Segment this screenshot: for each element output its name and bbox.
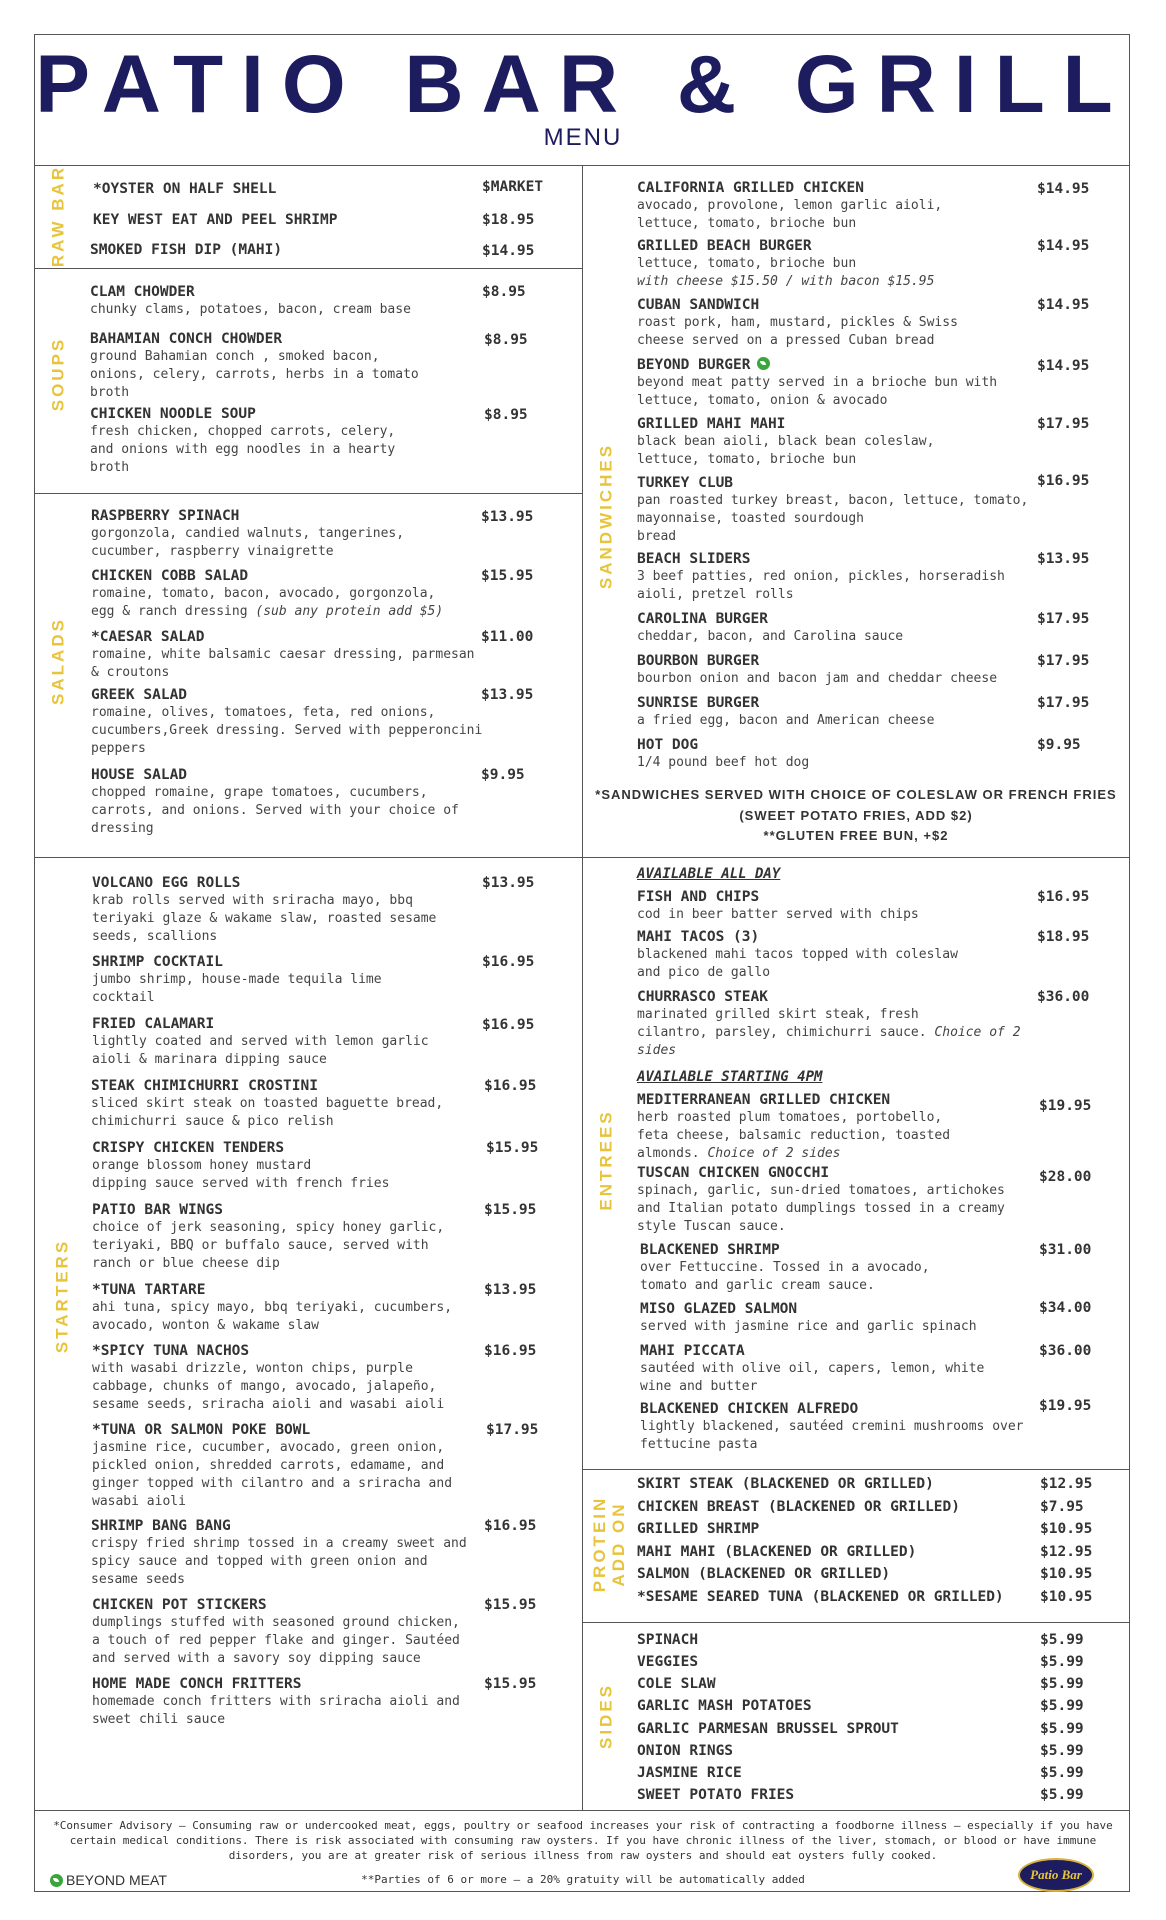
item-name: CALIFORNIA GRILLED CHICKEN — [637, 180, 864, 196]
item-name: GRILLED MAHI MAHI — [637, 416, 786, 432]
beyond-meat-logo-text: BEYOND MEAT — [66, 1872, 167, 1888]
menu-item — [637, 1091, 950, 1163]
page-subtitle: MENU — [543, 124, 623, 151]
menu-item — [637, 1631, 698, 1649]
menu-item — [92, 1596, 460, 1668]
item-name: KEY WEST EAT AND PEEL SHRIMP — [93, 212, 338, 228]
item-price: $28.00 — [1039, 1169, 1092, 1185]
item-name: SKIRT STEAK (BLACKENED OR GRILLED) — [637, 1476, 934, 1492]
item-desc: beyond meat patty served in a brioche bun with lettuce, tomato, onion & avocado — [637, 375, 998, 408]
item-name: GARLIC PARMESAN BRUSSEL SPROUT — [637, 1721, 899, 1737]
menu-item — [90, 330, 419, 402]
item-desc: romaine, olives, tomatoes, feta, red onions, cucumbers,Greek dressing. Served with pepperoncini peppers — [91, 705, 483, 756]
item-name: CAROLINA BURGER — [637, 611, 768, 627]
item-name: *SESAME SEARED TUNA (BLACKENED OR GRILLED) — [637, 1589, 1004, 1605]
section-label-soups: SOUPS — [48, 336, 68, 412]
item-name: SWEET POTATO FRIES — [637, 1787, 795, 1803]
item-name: TUSCAN CHICKEN GNOCCHI — [637, 1165, 830, 1181]
item-name: TURKEY CLUB — [637, 475, 734, 491]
item-desc: sliced skirt steak on toasted baguette bread, chimichurri sauce & pico relish — [91, 1096, 444, 1129]
item-price: $15.95 — [484, 1202, 537, 1218]
item-price: $31.00 — [1039, 1242, 1092, 1258]
item-desc: sautéed with olive oil, capers, lemon, white wine and butter — [640, 1361, 985, 1394]
menu-item — [637, 1164, 1005, 1236]
item-price: $36.00 — [1039, 1343, 1092, 1359]
item-price: $17.95 — [486, 1422, 539, 1438]
item-name: CHICKEN COBB SALAD — [91, 568, 249, 584]
item-name: GARLIC MASH POTATOES — [637, 1698, 812, 1714]
item-desc: 1/4 pound beef hot dog — [637, 755, 810, 770]
item-name: COLE SLAW — [637, 1676, 716, 1692]
item-price: $16.95 — [484, 1343, 537, 1359]
menu-item — [90, 405, 395, 477]
item-price: $7.95 — [1040, 1499, 1084, 1515]
item-price: $14.95 — [1037, 297, 1090, 313]
menu-item — [92, 1139, 389, 1193]
menu-item — [637, 1764, 742, 1782]
item-price: $16.95 — [1037, 889, 1090, 905]
menu-item — [640, 1400, 1024, 1454]
menu-item — [92, 1342, 444, 1414]
item-price: $13.95 — [481, 687, 534, 703]
menu-item — [637, 1720, 899, 1738]
menu-item — [637, 415, 934, 469]
item-price: $5.99 — [1040, 1654, 1084, 1670]
menu-item — [93, 180, 276, 198]
item-price: $15.95 — [486, 1140, 539, 1156]
item-name: VEGGIES — [637, 1654, 699, 1670]
item-note: (sub any protein add $5) — [255, 604, 444, 619]
section-label-entrees: ENTREES — [596, 1109, 616, 1211]
item-price: $16.95 — [482, 954, 535, 970]
menu-item — [637, 237, 934, 291]
item-price: $10.95 — [1040, 1521, 1093, 1537]
section-label-salads: SALADS — [48, 617, 68, 705]
item-price: $5.99 — [1040, 1721, 1084, 1737]
beyond-meat-icon — [757, 357, 770, 370]
item-price: $18.95 — [482, 212, 535, 228]
item-desc: crispy fried shrimp tossed in a creamy sweet and spicy sauce and topped with green onion and sesame seeds — [91, 1536, 467, 1587]
item-name: BLACKENED SHRIMP — [640, 1242, 780, 1258]
menu-item — [91, 628, 475, 682]
item-note: Choice of 2 sides — [637, 1025, 1021, 1058]
item-price: $8.95 — [482, 284, 526, 300]
item-price: $8.95 — [484, 407, 528, 423]
item-desc: 3 beef patties, red onion, pickles, horseradish aioli, pretzel rolls — [637, 569, 1005, 602]
patio-bar-logo-text: Patio Bar — [1030, 1867, 1082, 1882]
item-price: $13.95 — [481, 509, 534, 525]
item-name: SUNRISE BURGER — [637, 695, 760, 711]
item-name: HOUSE SALAD — [91, 767, 188, 783]
item-price: $5.99 — [1040, 1632, 1084, 1648]
item-price: $12.95 — [1040, 1476, 1093, 1492]
item-price: $5.99 — [1040, 1743, 1084, 1759]
menu-item — [92, 953, 382, 1007]
item-desc: bourbon onion and bacon jam and cheddar cheese — [637, 671, 998, 686]
item-name: SHRIMP BANG BANG — [91, 1518, 231, 1534]
item-name — [637, 356, 997, 374]
divider-footer — [34, 1810, 1130, 1811]
item-price: $16.95 — [484, 1518, 537, 1534]
menu-item — [637, 1543, 916, 1561]
divider-raw-soups — [34, 268, 582, 269]
item-name: FRIED CALAMARI — [92, 1016, 215, 1032]
menu-item — [92, 1421, 452, 1511]
item-name: JASMINE RICE — [637, 1765, 742, 1781]
menu-item — [637, 1498, 960, 1516]
item-desc: ahi tuna, spicy mayo, bbq teriyaki, cucumbers, avocado, wonton & wakame slaw — [92, 1300, 453, 1333]
menu-item — [637, 1697, 812, 1715]
item-note: Choice of 2 sides — [707, 1146, 841, 1161]
item-name: FISH AND CHIPS — [637, 889, 760, 905]
item-price: $15.95 — [484, 1597, 537, 1613]
item-name: ONION RINGS — [637, 1743, 734, 1759]
item-name: SALMON (BLACKENED OR GRILLED) — [637, 1566, 891, 1582]
item-desc — [637, 255, 934, 291]
patio-bar-logo — [1018, 1858, 1094, 1892]
item-price: $9.95 — [481, 767, 525, 783]
menu-item — [637, 550, 1005, 604]
item-desc: lightly blackened, sautéed cremini mushrooms over fettucine pasta — [640, 1419, 1024, 1452]
item-price: $14.95 — [482, 243, 535, 259]
item-price: $16.95 — [1037, 473, 1090, 489]
item-price: $5.99 — [1040, 1787, 1084, 1803]
sandwich-note-sweet-potato: (SWEET POTATO FRIES, ADD $2) — [739, 808, 973, 823]
menu-item — [637, 610, 903, 646]
item-desc: romaine, white balsamic caesar dressing, parmesan & croutons — [91, 647, 475, 680]
item-price: $5.99 — [1040, 1765, 1084, 1781]
menu-item — [637, 928, 958, 982]
menu-item — [637, 296, 958, 350]
divider-protein-sides — [582, 1622, 1130, 1623]
entrees-4pm-heading: AVAILABLE STARTING 4PM — [637, 1069, 823, 1085]
item-desc: served with jasmine rice and garlic spinach — [640, 1319, 977, 1334]
item-desc: with wasabi drizzle, wonton chips, purple cabbage, chunks of mango, avocado, jalapeño, sesame seeds, sriracha aioli and wasabi aioli — [92, 1361, 445, 1412]
item-name: BOURBON BURGER — [637, 653, 760, 669]
item-desc: choice of jerk seasoning, spicy honey garlic, teriyaki, BBQ or buffalo sauce, served with ranch or blue cheese dip — [92, 1220, 445, 1271]
item-desc: chopped romaine, grape tomatoes, cucumbers, carrots, and onions. Served with your choice of dressing — [91, 785, 459, 836]
item-price: $13.95 — [484, 1282, 537, 1298]
item-price: $8.95 — [484, 332, 528, 348]
item-desc-text: lettuce, tomato, brioche bun — [637, 256, 857, 271]
menu-item — [637, 1475, 934, 1493]
item-desc: jasmine rice, cucumber, avocado, green onion, pickled onion, shredded carrots, edamame, and ginger topped with cilantro and a sriracha and wasabi aioli — [92, 1440, 453, 1509]
item-name: BEACH SLIDERS — [637, 551, 751, 567]
menu-item — [637, 179, 942, 233]
item-name: *TUNA OR SALMON POKE BOWL — [92, 1422, 311, 1438]
item-price: $5.99 — [1040, 1676, 1084, 1692]
menu-item — [90, 283, 411, 319]
section-label-sides: SIDES — [596, 1682, 616, 1750]
item-price: $17.95 — [1037, 416, 1090, 432]
menu-item — [637, 1565, 890, 1583]
item-name: GREEK SALAD — [91, 687, 188, 703]
item-name: CRISPY CHICKEN TENDERS — [92, 1140, 285, 1156]
item-price: $9.95 — [1037, 737, 1081, 753]
item-price: $17.95 — [1037, 611, 1090, 627]
item-name: *TUNA TARTARE — [92, 1282, 206, 1298]
sandwich-note-gluten-free: **GLUTEN FREE BUN, +$2 — [763, 828, 949, 843]
divider-entrees-protein — [582, 1469, 1130, 1470]
item-price: $14.95 — [1037, 358, 1090, 374]
menu-item — [637, 694, 934, 730]
menu-item — [637, 1675, 716, 1693]
menu-item — [91, 567, 443, 621]
menu-item — [637, 988, 1021, 1060]
item-price: $34.00 — [1039, 1300, 1092, 1316]
item-name: CHICKEN POT STICKERS — [92, 1597, 267, 1613]
gratuity-note: **Parties of 6 or more – a 20% gratuity will be automatically added — [361, 1873, 805, 1886]
item-desc: roast pork, ham, mustard, pickles & Swiss cheese served on a pressed Cuban bread — [637, 315, 958, 348]
divider-soups-salads — [34, 493, 582, 494]
section-label-sandwiches: SANDWICHES — [596, 442, 616, 590]
item-desc — [91, 585, 443, 621]
item-name: SPINACH — [637, 1632, 699, 1648]
item-name: *CAESAR SALAD — [91, 629, 205, 645]
item-price: $14.95 — [1037, 238, 1090, 254]
item-price: $17.95 — [1037, 695, 1090, 711]
item-price: $36.00 — [1037, 989, 1090, 1005]
item-price: $MARKET — [482, 179, 544, 195]
menu-item — [637, 356, 997, 410]
item-desc: pan roasted turkey breast, bacon, lettuce, tomato, mayonnaise, toasted sourdough bread — [637, 493, 1029, 544]
item-name: SMOKED FISH DIP (MAHI) — [90, 242, 283, 258]
menu-item — [637, 1520, 759, 1538]
item-name: MAHI PICCATA — [640, 1343, 745, 1359]
entrees-all-day-heading: AVAILABLE ALL DAY — [637, 866, 781, 882]
item-name: CHICKEN BREAST (BLACKENED OR GRILLED) — [637, 1499, 961, 1515]
item-desc: orange blossom honey mustard dipping sauce served with french fries — [92, 1158, 390, 1191]
item-desc: krab rolls served with sriracha mayo, bbq teriyaki glaze & wakame slaw, roasted sesame seeds, scallions — [92, 893, 437, 944]
item-name: VOLCANO EGG ROLLS — [92, 875, 241, 891]
beyond-meat-icon — [50, 1874, 63, 1887]
menu-item — [91, 1077, 443, 1131]
menu-item — [92, 1675, 460, 1729]
item-price: $14.95 — [1037, 181, 1090, 197]
item-desc: lightly coated and served with lemon garlic aioli & marinara dipping sauce — [92, 1034, 429, 1067]
item-desc: cheddar, bacon, and Carolina sauce — [637, 629, 904, 644]
item-name: BLACKENED CHICKEN ALFREDO — [640, 1401, 859, 1417]
item-price: $16.95 — [482, 1017, 535, 1033]
menu-item — [92, 1201, 444, 1273]
item-desc: blackened mahi tacos topped with coleslaw and pico de gallo — [637, 947, 958, 980]
item-name: MEDITERRANEAN GRILLED CHICKEN — [637, 1092, 891, 1108]
item-name: GRILLED BEACH BURGER — [637, 238, 812, 254]
menu-item — [640, 1300, 977, 1336]
item-price: $13.95 — [1037, 551, 1090, 567]
menu-item — [637, 1653, 698, 1671]
menu-item — [91, 766, 459, 838]
menu-item — [91, 686, 482, 758]
menu-item — [91, 1517, 467, 1589]
item-name: PATIO BAR WINGS — [92, 1202, 223, 1218]
menu-item — [92, 1015, 429, 1069]
section-label-starters: STARTERS — [52, 1238, 72, 1354]
menu-item — [93, 211, 337, 229]
item-desc: fresh chicken, chopped carrots, celery, and onions with egg noodles in a hearty broth — [90, 424, 396, 475]
item-name: *OYSTER ON HALF SHELL — [93, 181, 277, 197]
item-name: HOME MADE CONCH FRITTERS — [92, 1676, 302, 1692]
item-note: with cheese $15.50 / with bacon $15.95 — [637, 274, 935, 289]
item-desc: avocado, provolone, lemon garlic aioli, lettuce, tomato, brioche bun — [637, 198, 943, 231]
item-desc: over Fettuccine. Tossed in a avocado, tomato and garlic cream sauce. — [640, 1260, 930, 1293]
item-price: $17.95 — [1037, 653, 1090, 669]
item-price: $13.95 — [482, 875, 535, 891]
menu-item — [91, 507, 404, 561]
item-price: $10.95 — [1040, 1566, 1093, 1582]
item-name: BAHAMIAN CONCH CHOWDER — [90, 331, 283, 347]
item-name: CHICKEN NOODLE SOUP — [90, 406, 256, 422]
item-price: $15.95 — [484, 1676, 537, 1692]
item-desc: homemade conch fritters with sriracha aioli and sweet chili sauce — [92, 1694, 460, 1727]
menu-item — [637, 1588, 1004, 1606]
section-label-raw-bar: RAW BAR — [48, 164, 68, 268]
column-divider — [582, 165, 583, 1810]
item-name: *SPICY TUNA NACHOS — [92, 1343, 250, 1359]
item-desc: gorgonzola, candied walnuts, tangerines, cucumber, raspberry vinaigrette — [91, 526, 405, 559]
menu-item — [640, 1241, 930, 1295]
consumer-advisory: *Consumer Advisory – Consuming raw or undercooked meat, eggs, poultry or seafood increases your risk of contracting a foodborne illness – especially if you have certain medical conditions. There is risk associated with consuming raw oysters. If you have chronic illness of the liver, stomach, or blood or have immune disorders, you are at greater risk of serious illness from raw oysters and should eat oysters fully cooked. — [53, 1819, 1113, 1862]
item-price: $5.99 — [1040, 1698, 1084, 1714]
item-name: MISO GLAZED SALMON — [640, 1301, 798, 1317]
menu-item — [637, 1742, 733, 1760]
item-name-text: BEYOND BURGER — [637, 357, 751, 373]
item-desc: cod in beer batter served with chips — [637, 907, 919, 922]
item-name: CLAM CHOWDER — [90, 284, 195, 300]
item-name: STEAK CHIMICHURRI CROSTINI — [91, 1078, 318, 1094]
item-price: $15.95 — [481, 568, 534, 584]
menu-item — [640, 1342, 984, 1396]
item-desc — [637, 1109, 950, 1163]
sandwich-note-sides: *SANDWICHES SERVED WITH CHOICE OF COLESLAW OR FRENCH FRIES — [595, 787, 1117, 802]
item-price: $18.95 — [1037, 929, 1090, 945]
menu-item — [637, 888, 919, 924]
menu-item — [637, 1786, 794, 1804]
item-price: $19.95 — [1039, 1098, 1092, 1114]
page-title: PATIO BAR & GRILL — [35, 39, 1131, 130]
item-desc: chunky clams, potatoes, bacon, cream base — [90, 302, 411, 317]
item-desc — [637, 1006, 1021, 1060]
menu-item — [637, 474, 1028, 546]
item-name: CUBAN SANDWICH — [637, 297, 760, 313]
item-price: $10.95 — [1040, 1589, 1093, 1605]
item-desc: ground Bahamian conch , smoked bacon, onions, celery, carrots, herbs in a tomato broth — [90, 349, 419, 400]
item-desc-text: marinated grilled skirt steak, fresh cilantro, parsley, chimichurri sauce. — [637, 1007, 927, 1040]
menu-item — [637, 736, 809, 772]
item-desc: a fried egg, bacon and American cheese — [637, 713, 935, 728]
item-name: MAHI TACOS (3) — [637, 929, 760, 945]
item-desc: dumplings stuffed with seasoned ground chicken, a touch of red pepper flake and ginger. Sautéed and served with a savory soy dipping sauce — [92, 1615, 460, 1666]
menu-item — [92, 1281, 452, 1335]
item-desc: spinach, garlic, sun-dried tomatoes, artichokes and Italian potato dumplings tossed in a creamy style Tuscan sauce. — [637, 1183, 1005, 1234]
item-price: $11.00 — [481, 629, 534, 645]
menu-item — [92, 874, 436, 946]
item-desc: black bean aioli, black bean coleslaw, lettuce, tomato, brioche bun — [637, 434, 935, 467]
item-name: SHRIMP COCKTAIL — [92, 954, 223, 970]
item-desc-text: herb roasted plum tomatoes, portobello, feta cheese, balsamic reduction, toasted almonds. — [637, 1110, 951, 1161]
item-name: CHURRASCO STEAK — [637, 989, 768, 1005]
item-price: $12.95 — [1040, 1544, 1093, 1560]
item-desc-text: romaine, tomato, bacon, avocado, gorgonzola, egg & ranch dressing — [91, 586, 436, 619]
menu-item — [637, 652, 997, 688]
item-name: RASPBERRY SPINACH — [91, 508, 240, 524]
section-label-protein-add-on: PROTEIN ADD ON — [590, 1495, 628, 1593]
item-name: GRILLED SHRIMP — [637, 1521, 760, 1537]
item-price: $19.95 — [1039, 1398, 1092, 1414]
beyond-meat-logo — [50, 1872, 167, 1888]
item-desc: jumbo shrimp, house-made tequila lime cocktail — [92, 972, 382, 1005]
item-name: MAHI MAHI (BLACKENED OR GRILLED) — [637, 1544, 917, 1560]
menu-item — [90, 241, 282, 259]
item-price: $16.95 — [484, 1078, 537, 1094]
item-name: HOT DOG — [637, 737, 699, 753]
